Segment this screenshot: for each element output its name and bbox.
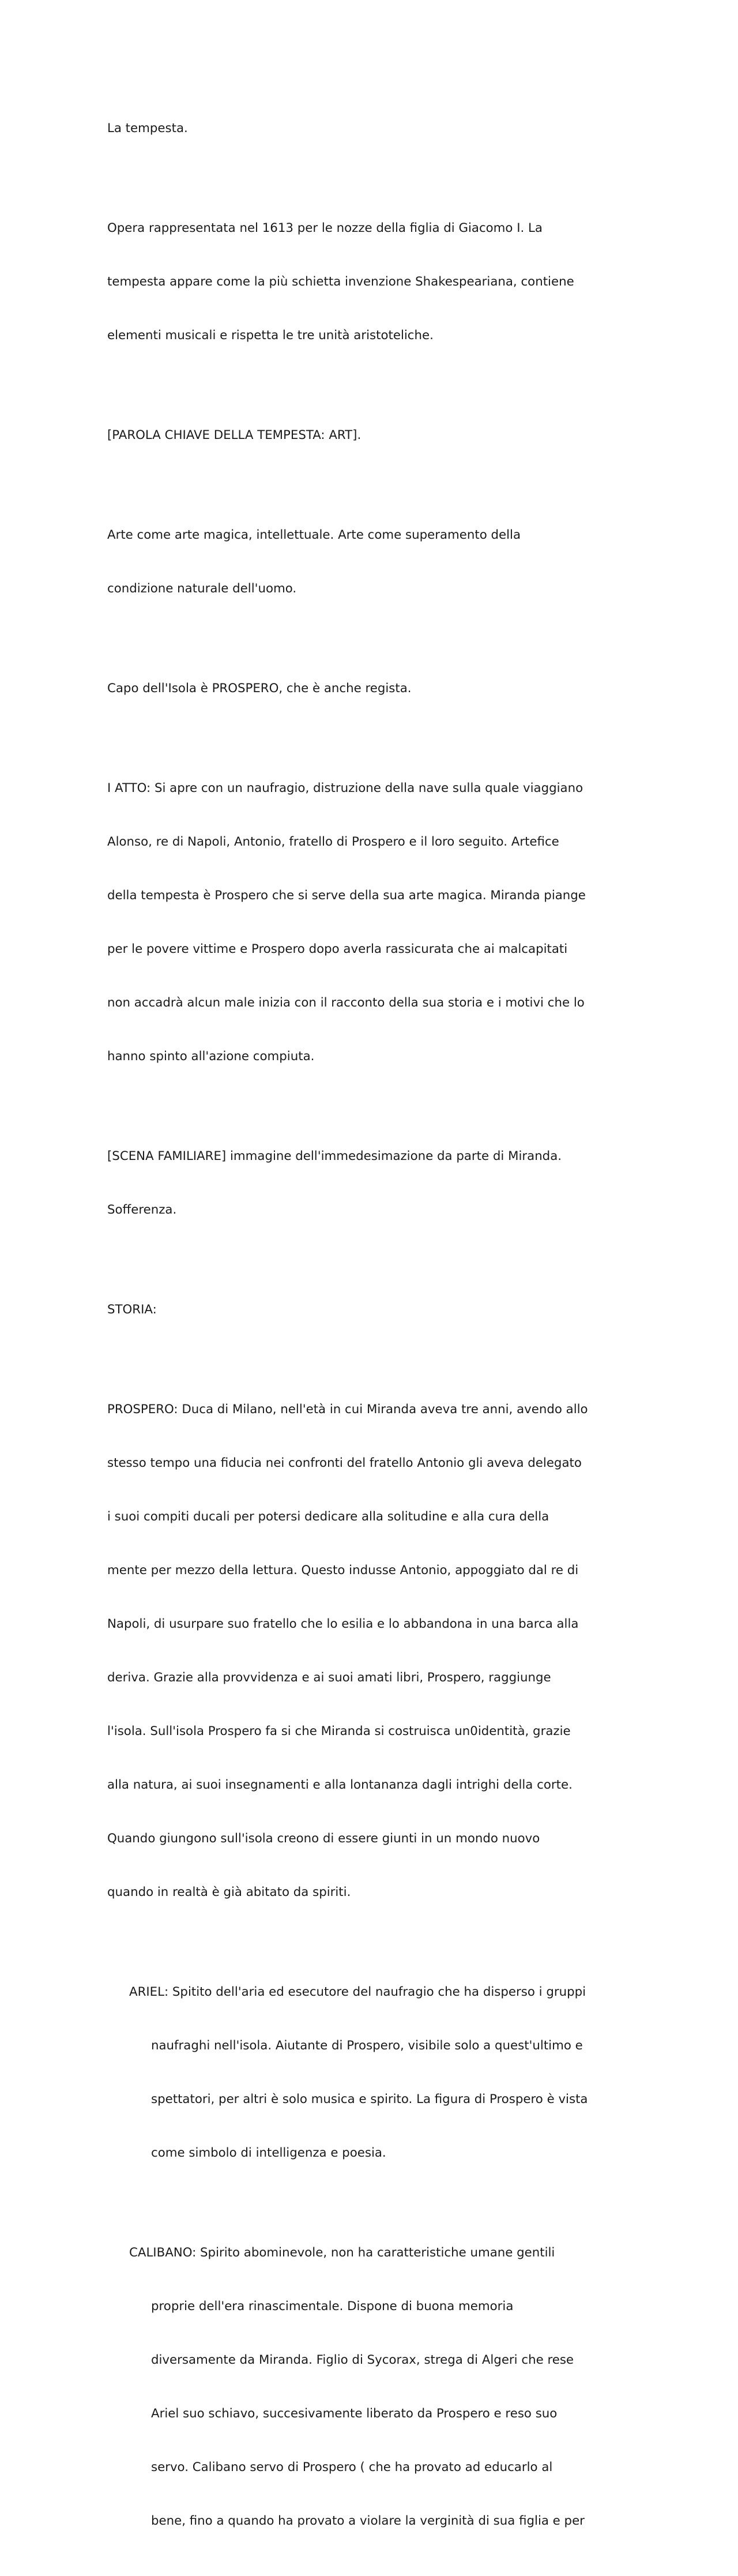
- text-line: servo. Calibano servo di Prospero ( che ha provato ad educarlo al: [151, 2460, 553, 2474]
- text-line: l'isola. Sull'isola Prospero fa si che Miranda si costruisca un0identità, grazie: [107, 1724, 571, 1738]
- text-line: Napoli, di usurpare suo fratello che lo esilia e lo abbandona in una barca alla: [107, 1617, 579, 1631]
- intro-paragraph: [107, 183, 626, 380]
- text-line: hanno spinto all'azione compiuta.: [107, 1049, 315, 1064]
- text-line: La tempesta.: [107, 121, 188, 136]
- document-title: [107, 84, 626, 173]
- text-line: mente per mezzo della lettura. Questo indusse Antonio, appoggiato dal re di: [107, 1563, 579, 1578]
- text-line: alla natura, ai suoi insegnamenti e alla lontananza dagli intrighi della corte.: [107, 1778, 573, 1792]
- text-line: Opera rappresentata nel 1613 per le nozze della figlia di Giacomo I. La: [107, 221, 543, 235]
- text-line: Ariel suo schiavo, succesivamente liberato da Prospero e reso suo: [151, 2406, 558, 2421]
- text-line: stesso tempo una fiducia nei confronti del fratello Antonio gli aveva delegato: [107, 1456, 582, 1470]
- text-line: ARIEL: Spitito dell'aria ed esecutore del naufragio che ha disperso i gruppi: [129, 1985, 586, 1999]
- text-line: Capo dell'Isola è PROSPERO, che è anche regista.: [107, 681, 412, 696]
- text-line: I ATTO: Si apre con un naufragio, distruzione della nave sulla quale viaggiano: [107, 781, 583, 795]
- text-line: Arte come arte magica, intellettuale. Arte come superamento della: [107, 528, 521, 542]
- text-line: non accadrà alcun male inizia con il racconto della sua storia e i motivi che lo: [107, 996, 585, 1010]
- text-line: STORIA:: [107, 1302, 157, 1317]
- text-line: [SCENA FAMILIARE] immagine dell'immedesimazione da parte di Miranda.: [107, 1149, 562, 1163]
- text-line: bene, fino a quando ha provato a violare la verginità di sua figlia e per: [151, 2514, 585, 2528]
- prospero-paragraph: [107, 1365, 626, 1937]
- text-line: deriva. Grazie alla provvidenza e ai suoi amati libri, Prospero, raggiunge: [107, 1670, 551, 1685]
- scena-paragraph: [107, 1111, 626, 1255]
- text-line: della tempesta è Prospero che si serve della sua arte magica. Miranda piange: [107, 888, 586, 903]
- text-line: CALIBANO: Spirito abominevole, non ha caratteristiche umane gentili: [129, 2245, 555, 2260]
- text-line: diversamente da Miranda. Figlio di Sycorax, strega di Algeri che rese: [151, 2353, 574, 2367]
- text-line: proprie dell'era rinascimentale. Dispone di buona memoria: [151, 2299, 514, 2314]
- text-line: i suoi compiti ducali per potersi dedicare alla solitudine e alla cura della: [107, 1509, 549, 1524]
- capo-paragraph: [107, 644, 626, 733]
- text-line: Sofferenza.: [107, 1203, 177, 1217]
- document-page: [107, 84, 626, 2576]
- text-line: tempesta appare come la più schietta invenzione Shakespeariana, contiene: [107, 275, 574, 289]
- text-line: Alonso, re di Napoli, Antonio, fratello di Prospero e il loro seguito. Artefice: [107, 835, 559, 849]
- text-line: per le povere vittime e Prospero dopo averla rassicurata che ai malcapitati: [107, 942, 568, 956]
- text-line: [PAROLA CHIAVE DELLA TEMPESTA: ART].: [107, 428, 362, 442]
- storia-heading: [107, 1265, 626, 1354]
- atto1-paragraph: [107, 743, 626, 1101]
- arte-paragraph: [107, 490, 626, 633]
- text-line: elementi musicali e rispetta le tre unità aristoteliche.: [107, 328, 434, 343]
- calibano-paragraph: [129, 2208, 626, 2566]
- text-line: Quando giungono sull'isola creono di essere giunti in un mondo nuovo: [107, 1831, 540, 1846]
- keyword-paragraph: [107, 390, 626, 480]
- text-line: come simbolo di intelligenza e poesia.: [151, 2146, 386, 2160]
- text-line: naufraghi nell'isola. Aiutante di Prospero, visibile solo a quest'ultimo e: [151, 2038, 583, 2053]
- text-line: spettatori, per altri è solo musica e spirito. La figura di Prospero è vista: [151, 2092, 588, 2106]
- text-line: PROSPERO: Duca di Milano, nell'età in cui Miranda aveva tre anni, avendo allo: [107, 1402, 588, 1417]
- ariel-paragraph: [129, 1947, 626, 2198]
- text-line: quando in realtà è già abitato da spiriti.: [107, 1885, 351, 1899]
- text-line: condizione naturale dell'uomo.: [107, 581, 297, 596]
